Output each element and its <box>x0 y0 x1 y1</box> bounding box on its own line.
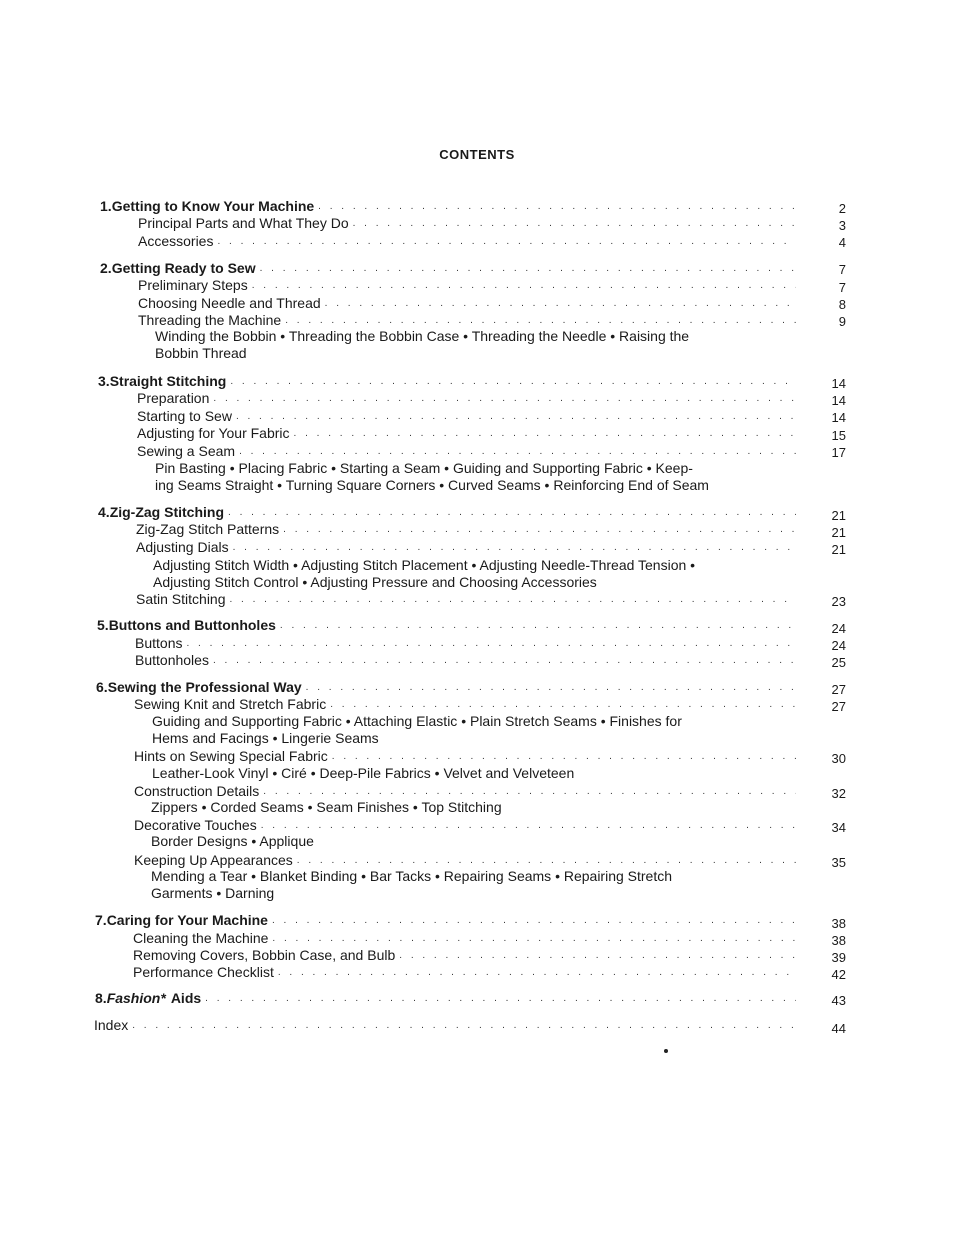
page-number: 15 <box>831 428 846 443</box>
subtopic-line: Mending a Tear • Blanket Binding • Bar Tacks • Repairing Seams • Repairing Stretch <box>151 868 673 884</box>
dot-leader <box>353 217 796 231</box>
dot-leader <box>332 750 796 764</box>
dot-leader <box>236 410 796 424</box>
item-label: Preparation <box>137 390 210 406</box>
toc-item <box>134 746 800 764</box>
page-number: 34 <box>831 820 846 835</box>
toc-item <box>134 781 800 799</box>
toc-item <box>136 519 800 537</box>
toc-item <box>138 231 800 249</box>
page-number: 43 <box>831 993 846 1008</box>
subtopic-line: Bobbin Thread <box>155 345 247 361</box>
page-number: 25 <box>831 655 846 670</box>
dot-leader <box>230 375 796 389</box>
page-number: 8 <box>838 297 846 312</box>
dot-leader <box>252 279 796 293</box>
toc-item <box>135 633 800 651</box>
page-number: 3 <box>838 218 846 233</box>
toc-item <box>134 815 800 833</box>
item-label: Performance Checklist <box>133 964 274 980</box>
section-title: Sewing the Professional Way <box>107 679 302 695</box>
section-number: 8. <box>95 990 107 1006</box>
page-number: 35 <box>831 855 846 870</box>
toc-item <box>137 388 800 406</box>
dot-leader <box>239 445 796 459</box>
item-label: Sewing Knit and Stretch Fabric <box>134 696 327 712</box>
page-number: 24 <box>831 638 846 653</box>
dot-leader <box>278 966 796 980</box>
toc-subtopics <box>151 833 791 850</box>
dot-leader <box>217 235 796 249</box>
item-label: Choosing Needle and Thread <box>138 295 321 311</box>
page-number: 27 <box>831 699 846 714</box>
dot-leader <box>283 523 796 537</box>
toc-subtopics <box>153 557 793 591</box>
page-number: 42 <box>831 967 846 982</box>
section-title: Zig-Zag Stitching <box>109 504 225 520</box>
page-number: 7 <box>838 262 846 277</box>
page-number: 21 <box>831 508 846 523</box>
item-label: Decorative Touches <box>134 817 257 833</box>
subtopic-line: Pin Basting • Placing Fabric • Starting a Seam • Guiding and Supporting Fabric • Keep- <box>155 460 693 476</box>
toc-section-3 <box>98 371 800 389</box>
page-number: 24 <box>831 621 846 636</box>
page-number: 21 <box>831 542 846 557</box>
subtopic-line: ing Seams Straight • Turning Square Corners • Curved Seams • Reinforcing End of Seam <box>155 477 709 493</box>
toc-index <box>94 1015 800 1033</box>
section-number: 6. <box>96 679 108 695</box>
item-label: Sewing a Seam <box>137 443 236 459</box>
dot-leader <box>263 785 796 799</box>
page-number: 44 <box>831 1021 846 1036</box>
section-number: 3. <box>98 373 110 389</box>
section-title-brand: Fashion* <box>106 990 166 1006</box>
section-title: Buttons and Buttonholes <box>108 617 276 633</box>
index-label: Index <box>94 1017 129 1033</box>
item-label: Removing Covers, Bobbin Case, and Bulb <box>133 947 396 963</box>
subtopic-line: Leather-Look Vinyl • Ciré • Deep-Pile Fabrics • Velvet and Velveteen <box>152 765 575 781</box>
section-number: 1. <box>100 198 112 214</box>
page-number: 38 <box>831 916 846 931</box>
toc-item <box>138 310 800 328</box>
section-number: 4. <box>98 504 110 520</box>
toc-section-2 <box>100 258 800 276</box>
toc-item <box>134 694 800 712</box>
toc-item <box>137 423 800 441</box>
toc-section-6 <box>96 677 800 695</box>
dot-leader <box>205 992 796 1006</box>
subtopic-line: Garments • Darning <box>151 885 275 901</box>
dot-leader <box>213 392 796 406</box>
dot-leader <box>272 932 796 946</box>
item-label: Zig-Zag Stitch Patterns <box>136 521 280 537</box>
item-label: Buttonholes <box>135 652 209 668</box>
item-label: Construction Details <box>134 783 260 799</box>
page-number: 38 <box>831 933 846 948</box>
dot-leader <box>330 698 796 712</box>
page-title: CONTENTS <box>439 147 515 162</box>
toc-subtopics <box>155 460 795 494</box>
stray-mark <box>664 1049 668 1053</box>
dot-leader <box>325 297 796 311</box>
toc-item <box>137 406 800 424</box>
subtopic-line: Adjusting Stitch Control • Adjusting Pressure and Choosing Accessories <box>153 574 597 590</box>
dot-leader <box>228 506 796 520</box>
item-label: Keeping Up Appearances <box>134 852 293 868</box>
dot-leader <box>318 200 796 214</box>
toc-subtopics <box>152 765 792 782</box>
section-title: Getting Ready to Sew <box>111 260 256 276</box>
page-number: 23 <box>831 594 846 609</box>
toc-section-7 <box>95 910 800 928</box>
page-number: 14 <box>831 410 846 425</box>
toc-item <box>136 589 800 607</box>
section-number: 7. <box>95 912 107 928</box>
item-label: Buttons <box>135 635 183 651</box>
page-number: 30 <box>831 751 846 766</box>
section-title: Getting to Know Your Machine <box>111 198 315 214</box>
item-label: Starting to Sew <box>137 408 232 424</box>
toc-item <box>136 537 800 555</box>
item-label: Satin Stitching <box>136 591 226 607</box>
toc-section-4 <box>98 502 800 520</box>
dot-leader <box>399 949 796 963</box>
page-number: 14 <box>831 376 846 391</box>
page-number: 14 <box>831 393 846 408</box>
section-number: 5. <box>97 617 109 633</box>
dot-leader <box>132 1019 796 1033</box>
toc-section-8 <box>95 988 800 1006</box>
section-title: Aids <box>170 990 202 1006</box>
page-number: 21 <box>831 525 846 540</box>
item-label: Accessories <box>138 233 214 249</box>
dot-leader <box>230 593 797 607</box>
subtopic-line: Guiding and Supporting Fabric • Attaching Elastic • Plain Stretch Seams • Finishes for <box>152 713 682 729</box>
toc-item <box>134 850 800 868</box>
item-label: Threading the Machine <box>138 312 282 328</box>
page-number: 7 <box>838 280 846 295</box>
dot-leader <box>261 819 796 833</box>
page-number: 9 <box>838 314 846 329</box>
dot-leader <box>213 654 796 668</box>
subtopic-line: Winding the Bobbin • Threading the Bobbin Case • Threading the Needle • Raising the <box>155 328 690 344</box>
item-label: Adjusting for Your Fabric <box>137 425 290 441</box>
toc-subtopics <box>152 713 792 747</box>
section-title: Caring for Your Machine <box>106 912 268 928</box>
dot-leader <box>280 619 796 633</box>
page-number: 32 <box>831 786 846 801</box>
toc-subtopics <box>151 799 791 816</box>
dot-leader <box>186 637 796 651</box>
page-number: 39 <box>831 950 846 965</box>
page-number: 4 <box>838 235 846 250</box>
dot-leader <box>285 314 796 328</box>
toc-item <box>133 962 800 980</box>
toc-item <box>133 945 800 963</box>
dot-leader <box>233 541 796 555</box>
toc-item <box>133 928 800 946</box>
section-title: Straight Stitching <box>109 373 227 389</box>
subtopic-line: Hems and Facings • Lingerie Seams <box>152 730 379 746</box>
toc-item <box>135 650 800 668</box>
subtopic-line: Adjusting Stitch Width • Adjusting Stitch Placement • Adjusting Needle-Thread Tension • <box>153 557 696 573</box>
subtopic-line: Zippers • Corded Seams • Seam Finishes • Top Stitching <box>151 799 502 815</box>
item-label: Hints on Sewing Special Fabric <box>134 748 328 764</box>
section-number: 2. <box>100 260 112 276</box>
toc-section-5 <box>97 615 800 633</box>
dot-leader <box>297 854 796 868</box>
page-number: 2 <box>838 201 846 216</box>
dot-leader <box>272 914 796 928</box>
dot-leader <box>260 262 796 276</box>
toc-item <box>138 293 800 311</box>
item-label: Cleaning the Machine <box>133 930 269 946</box>
subtopic-line: Border Designs • Applique <box>151 833 314 849</box>
dot-leader <box>306 681 796 695</box>
toc-subtopics <box>151 868 791 902</box>
toc-item <box>138 213 800 231</box>
item-label: Preliminary Steps <box>138 277 248 293</box>
toc-item <box>138 275 800 293</box>
page-number: 17 <box>831 445 846 460</box>
item-label: Adjusting Dials <box>136 539 229 555</box>
toc-section-1 <box>100 196 800 214</box>
toc-subtopics <box>155 328 795 362</box>
toc-item <box>137 441 800 459</box>
page-number: 27 <box>831 682 846 697</box>
item-label: Principal Parts and What They Do <box>138 215 349 231</box>
dot-leader <box>294 427 796 441</box>
